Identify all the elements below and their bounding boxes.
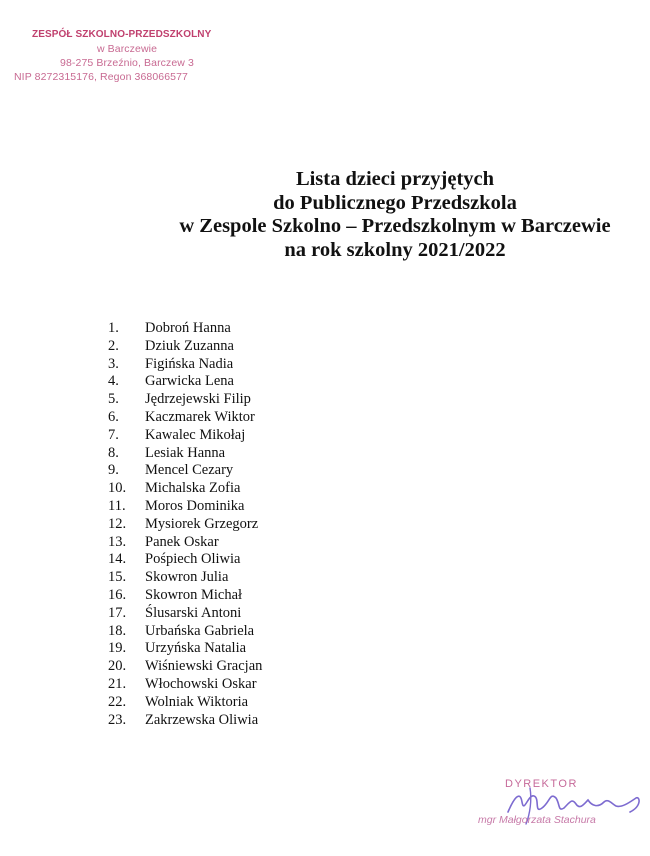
list-item-child-name: Panek Oskar: [145, 533, 219, 550]
stamp-line-school: ZESPÓŁ SZKOLNO-PRZEDSZKOLNY: [32, 29, 212, 40]
list-item-child-name: Moros Dominika: [145, 497, 245, 514]
list-item-child-name: Urbańska Gabriela: [145, 622, 255, 639]
list-item: [108, 498, 262, 516]
list-item-number: 12.: [108, 515, 127, 532]
list-item-child-name: Wiśniewski Gracjan: [145, 658, 263, 675]
list-item-child-name: Pośpiech Oliwia: [145, 551, 241, 568]
list-item-number: 9.: [108, 462, 119, 479]
list-item: [108, 712, 262, 730]
list-item-number: 23.: [108, 711, 127, 728]
list-item: [108, 676, 262, 694]
list-item-number: 8.: [108, 444, 119, 461]
handwritten-signature: [490, 780, 650, 840]
list-item-child-name: Michalska Zofia: [145, 480, 241, 497]
list-item-number: 15.: [108, 569, 127, 586]
list-item-child-name: Mencel Cezary: [145, 462, 234, 479]
admitted-children-list: [108, 320, 262, 729]
list-item-number: 7.: [108, 426, 119, 443]
list-item: [108, 338, 262, 356]
list-item-child-name: Urzyńska Natalia: [145, 640, 247, 657]
list-item: [108, 373, 262, 391]
list-item: [108, 605, 262, 623]
stamp-line-town: w Barczewie: [96, 43, 158, 55]
list-item: [108, 356, 262, 374]
list-item-number: 4.: [108, 373, 119, 390]
title-line-2: do Publicznego Przedszkola: [273, 191, 517, 214]
list-item: [108, 409, 262, 427]
list-item-number: 11.: [108, 497, 126, 514]
list-item-child-name: Kaczmarek Wiktor: [145, 408, 255, 425]
list-item: [108, 534, 262, 552]
list-item-child-name: Włochowski Oskar: [145, 675, 257, 692]
stamp-line-address: 98-275 Brzeźnio, Barczew 3: [60, 57, 194, 69]
list-item-number: 22.: [108, 693, 127, 710]
list-item: [108, 480, 262, 498]
list-item: [108, 516, 262, 534]
list-item-child-name: Lesiak Hanna: [145, 444, 226, 461]
list-item-number: 16.: [108, 586, 127, 603]
list-item: [108, 569, 262, 587]
list-item: [108, 640, 262, 658]
list-item-child-name: Dobroń Hanna: [145, 320, 231, 336]
signature-name: mgr Małgorzata Stachura: [478, 814, 596, 826]
list-item-number: 13.: [108, 533, 127, 550]
list-item-child-name: Wolniak Wiktoria: [145, 693, 249, 710]
list-item-number: 5.: [108, 391, 119, 408]
document-title: [150, 168, 640, 262]
signature-role: DYREKTOR: [505, 778, 578, 790]
title-line-1: Lista dzieci przyjętych: [295, 168, 495, 190]
list-item-child-name: Skowron Julia: [145, 569, 229, 586]
title-line-3: w Zespole Szkolno – Przedszkolnym w Barczewie: [179, 215, 611, 237]
list-item-child-name: Garwicka Lena: [145, 373, 234, 390]
list-item: [108, 445, 262, 463]
list-item-child-name: Mysiorek Grzegorz: [145, 515, 259, 532]
list-item-child-name: Ślusarski Antoni: [145, 604, 242, 621]
list-item: [108, 658, 262, 676]
list-item: [108, 694, 262, 712]
list-item-number: 19.: [108, 640, 127, 657]
list-item: [108, 587, 262, 605]
list-item: [108, 623, 262, 641]
list-item: [108, 391, 262, 409]
list-item-number: 21.: [108, 675, 127, 692]
list-item-number: 10.: [108, 480, 127, 497]
list-item: [108, 427, 262, 445]
list-item-number: 18.: [108, 622, 127, 639]
list-item: [108, 462, 262, 480]
list-item-number: 2.: [108, 337, 119, 354]
stamp-line-ids: NIP 8272315176, Regon 368066577: [14, 71, 188, 83]
list-item-child-name: Figińska Nadia: [145, 355, 234, 372]
list-item-child-name: Zakrzewska Oliwia: [145, 711, 259, 728]
school-stamp: [12, 28, 242, 84]
list-item-child-name: Kawalec Mikołaj: [145, 426, 246, 443]
list-item-number: 3.: [108, 355, 119, 372]
list-item-child-name: Jędrzejewski Filip: [145, 391, 251, 408]
title-line-4: na rok szkolny 2021/2022: [284, 238, 506, 261]
list-item-number: 14.: [108, 551, 127, 568]
list-item-number: 17.: [108, 604, 127, 621]
list-item: [108, 320, 262, 338]
list-item-number: 1.: [108, 320, 119, 336]
list-item-child-name: Skowron Michał: [145, 586, 243, 603]
list-item-number: 20.: [108, 658, 127, 675]
list-item: [108, 551, 262, 569]
list-item-number: 6.: [108, 408, 119, 425]
list-item-child-name: Dziuk Zuzanna: [145, 337, 234, 354]
